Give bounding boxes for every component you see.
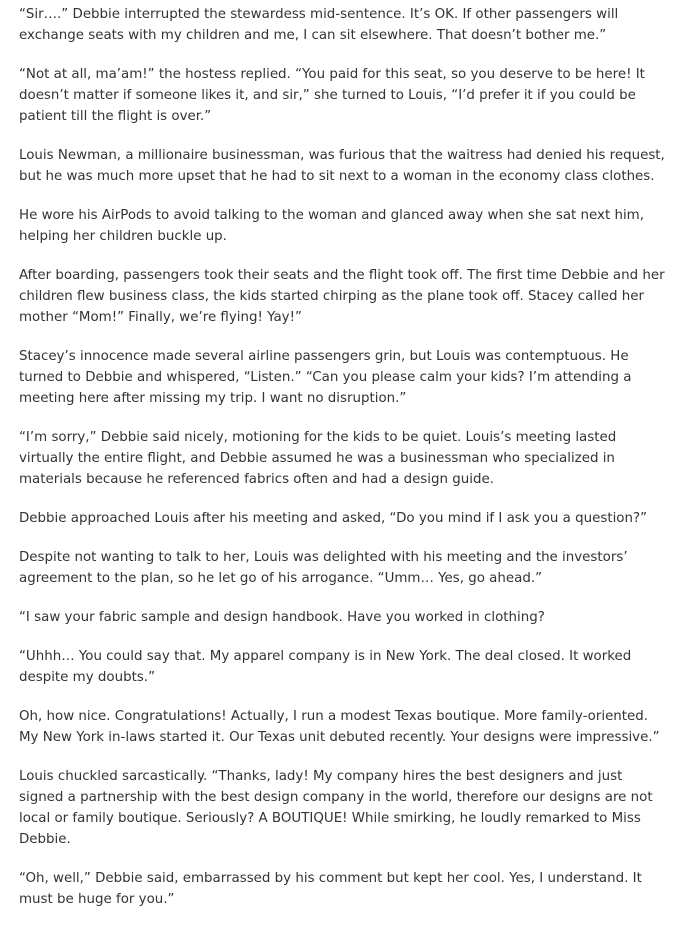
paragraph-11: “Uhhh… You could say that. My apparel company is in New York. The deal closed. It worked despite my doubts.” [19,649,632,685]
paragraph-9: Despite not wanting to talk to her, Louis was delighted with his meeting and the investors’ agreement to the plan, so he let go of his arrogance. “Umm… Yes, go ahead.” [19,550,628,586]
paragraph-8: Debbie approached Louis after his meeting and asked, “Do you mind if I ask you a question?” [19,511,648,526]
paragraph-7: “I’m sorry,” Debbie said nicely, motioning for the kids to be quiet. Louis’s meeting lasted virtually the entire flight, and Debbie assumed he was a businessman who specialized in materials because he referenced fabrics often and had a design guide. [19,430,617,487]
paragraph-14: “Oh, well,” Debbie said, embarrassed by his comment but kept her cool. Yes, I understand. It must be huge for you.” [19,871,642,907]
paragraph-3: Louis Newman, a millionaire businessman, was furious that the waitress had denied his request, but he was much more upset that he had to sit next to a woman in the economy class clothes. [19,148,665,184]
paragraph-12: Oh, how nice. Congratulations! Actually, I run a modest Texas boutique. More family-oriented. My New York in-laws started it. Our Texas unit debuted recently. Your designs were impressive.” [19,709,660,745]
paragraph-5: After boarding, passengers took their seats and the flight took off. The first time Debbie and her children flew business class, the kids started chirping as the plane took off. Stacey called her mother “Mom!” Finally, we’re flying! Yay!” [19,268,665,325]
paragraph-2: “Not at all, ma’am!” the hostess replied. “You paid for this seat, so you deserve to be here! It doesn’t matter if someone likes it, and sir,” she turned to Louis, “I’d prefer it if you could be patient till the flight is over.” [19,67,645,124]
paragraph-10: “I saw your fabric sample and design handbook. Have you worked in clothing? [19,610,545,625]
paragraph-1: “Sir….” Debbie interrupted the stewardess mid-sentence. It’s OK. If other passengers will exchange seats with my children and me, I can sit elsewhere. That doesn’t bother me.” [19,7,619,43]
article-body [19,4,669,928]
paragraph-6: Stacey’s innocence made several airline passengers grin, but Louis was contemptuous. He turned to Debbie and whispered, “Listen.” “Can you please calm your kids? I’m attending a meeting here after missing my trip. I want no disruption.” [19,349,632,406]
paragraph-13: Louis chuckled sarcastically. “Thanks, lady! My company hires the best designers and just signed a partnership with the best design company in the world, therefore our designs are not local or family boutique. Seriously? A BOUTIQUE! While smirking, he loudly remarked to Miss Debbie. [19,769,653,847]
paragraph-4: He wore his AirPods to avoid talking to the woman and glanced away when she sat next him, helping her children buckle up. [19,208,644,244]
